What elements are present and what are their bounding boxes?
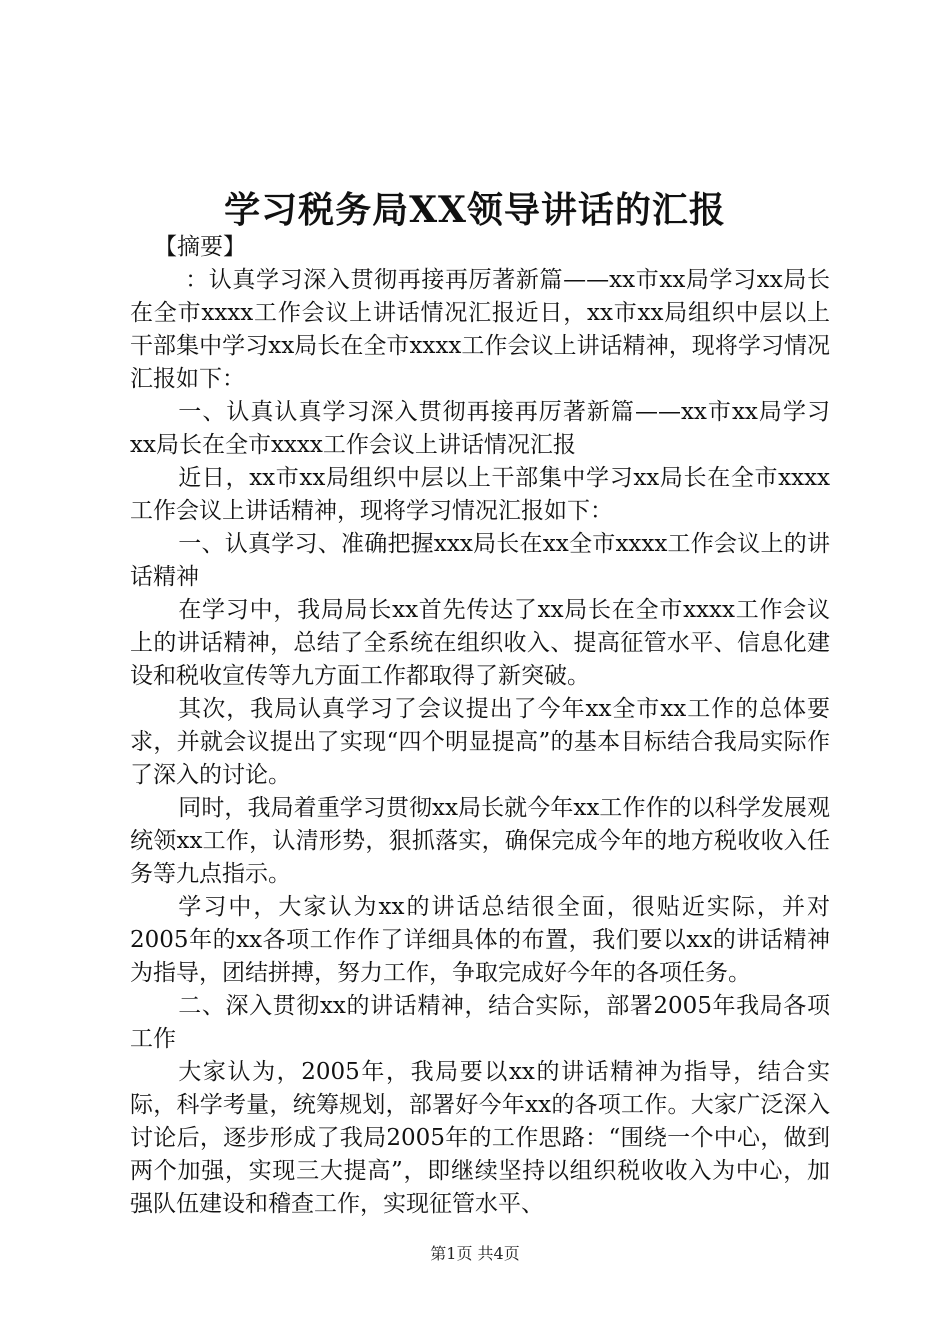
paragraph: 大家认为，2005年，我局要以xx的讲话精神为指导，结合实际，科学考量，统筹规划，部署好今年xx的各项工作。大家广泛深入讨论后，逐步形成了我局2005年的工作思路：“围绕一个中心，做到两个加强，实现三大提高”，即继续坚持以组织税收收入为中心，加强队伍建设和稽查工作，实现征管水平、 (130, 1059, 830, 1217)
paragraph: 二、深入贯彻xx的讲话精神，结合实际，部署2005年我局各项工作 (130, 993, 830, 1052)
paragraph: 一、认真学习、准确把握xxx局长在xx全市xxxx工作会议上的讲话精神 (130, 531, 830, 590)
document-title: 学习税务局XX领导讲话的汇报 (224, 189, 726, 231)
paragraph: ：认真学习深入贯彻再接再厉著新篇——xx市xx局学习xx局长在全市xxxx工作会议上讲话情况汇报近日，xx市xx局组织中层以上干部集中学习xx局长在全市xxxx工作会议上讲话精神，现将学习情况汇报如下： (130, 267, 830, 392)
paragraph: 学习中，大家认为xx的讲话总结很全面，很贴近实际，并对2005年的xx各项工作作了详细具体的布置，我们要以xx的讲话精神为指导，团结拼搏，努力工作，争取完成好今年的各项任务。 (130, 894, 830, 986)
document-body (130, 264, 830, 1221)
paragraph: 在学习中，我局局长xx首先传达了xx局长在全市xxxx工作会议上的讲话精神，总结了全系统在组织收入、提高征管水平、信息化建设和税收宣传等九方面工作都取得了新突破。 (130, 597, 830, 689)
paragraph: 近日，xx市xx局组织中层以上干部集中学习xx局长在全市xxxx工作会议上讲话精神，现将学习情况汇报如下： (130, 465, 830, 524)
paragraph: 同时，我局着重学习贯彻xx局长就今年xx工作作的以科学发展观统领xx工作，认清形势，狠抓落实，确保完成今年的地方税收收入任务等九点指示。 (130, 795, 830, 887)
abstract-label: 【摘要】 (154, 234, 246, 260)
paragraph: 一、认真认真学习深入贯彻再接再厉著新篇——xx市xx局学习xx局长在全市xxxx工作会议上讲话情况汇报 (130, 399, 830, 458)
page-footer: 第1页 共4页 (430, 1244, 520, 1263)
paragraph: 其次，我局认真学习了会议提出了今年xx全市xx工作的总体要求，并就会议提出了实现“四个明显提高”的基本目标结合我局实际作了深入的讨论。 (130, 696, 830, 788)
